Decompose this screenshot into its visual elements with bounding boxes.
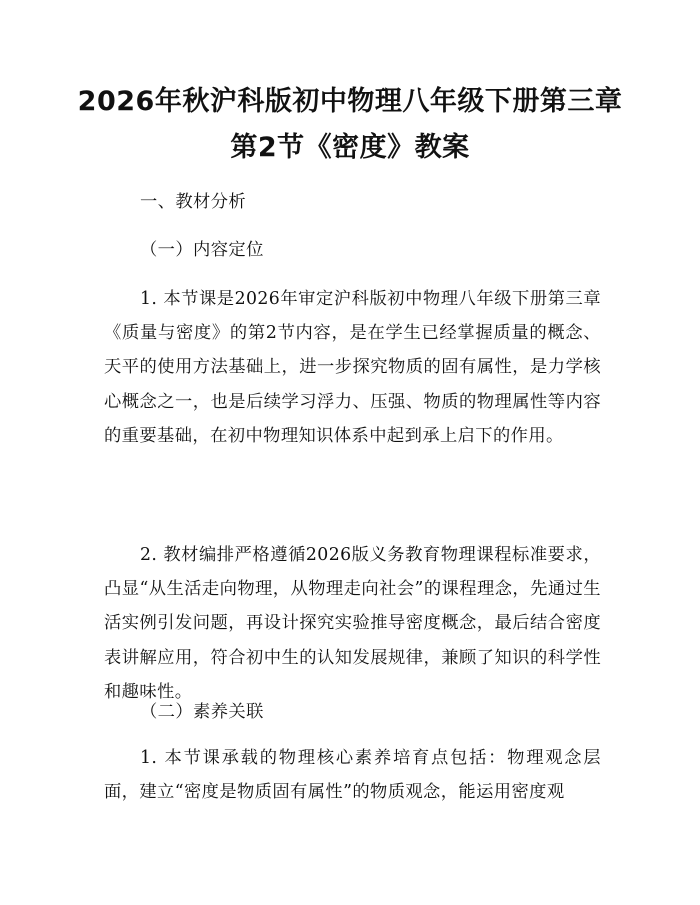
paragraph-content-positioning-2 xyxy=(104,538,601,709)
subsection-heading-literacy-connection: （二）素养关联 xyxy=(140,702,264,722)
document-title-line-1: 2026年秋沪科版初中物理八年级下册第三章 xyxy=(77,86,623,117)
section-heading-textbook-analysis: 一、教材分析 xyxy=(140,192,247,212)
paragraph-text: 1. 本节课承载的物理核心素养培育点包括：物理观念层面，建立“密度是物质固有属性”的物质观念，能运用密度观 xyxy=(104,748,601,803)
paragraph-literacy-connection-1 xyxy=(104,741,601,809)
paragraph-text: 1. 本节课是2026年审定沪科版初中物理八年级下册第三章《质量与密度》的第2节内容，是在学生已经掌握质量的概念、天平的使用方法基础上，进一步探究物质的固有属性，是力学核心概念之一，也是后续学习浮力、压强、物质的物理属性等内容的重要基础，在初中物理知识体系中起到承上启下的作用。 xyxy=(104,289,601,446)
paragraph-content-positioning-1 xyxy=(104,282,601,453)
paragraph-text: 2. 教材编排严格遵循2026版义务教育物理课程标准要求，凸显“从生活走向物理，从物理走向社会”的课程理念，先通过生活实例引发问题，再设计探究实验推导密度概念，最后结合密度表讲解应用，符合初中生的认知发展规律，兼顾了知识的科学性和趣味性。 xyxy=(104,545,601,702)
subsection-heading-content-positioning: （一）内容定位 xyxy=(140,240,264,260)
document-title-line-2: 第2节《密度》教案 xyxy=(230,132,470,163)
